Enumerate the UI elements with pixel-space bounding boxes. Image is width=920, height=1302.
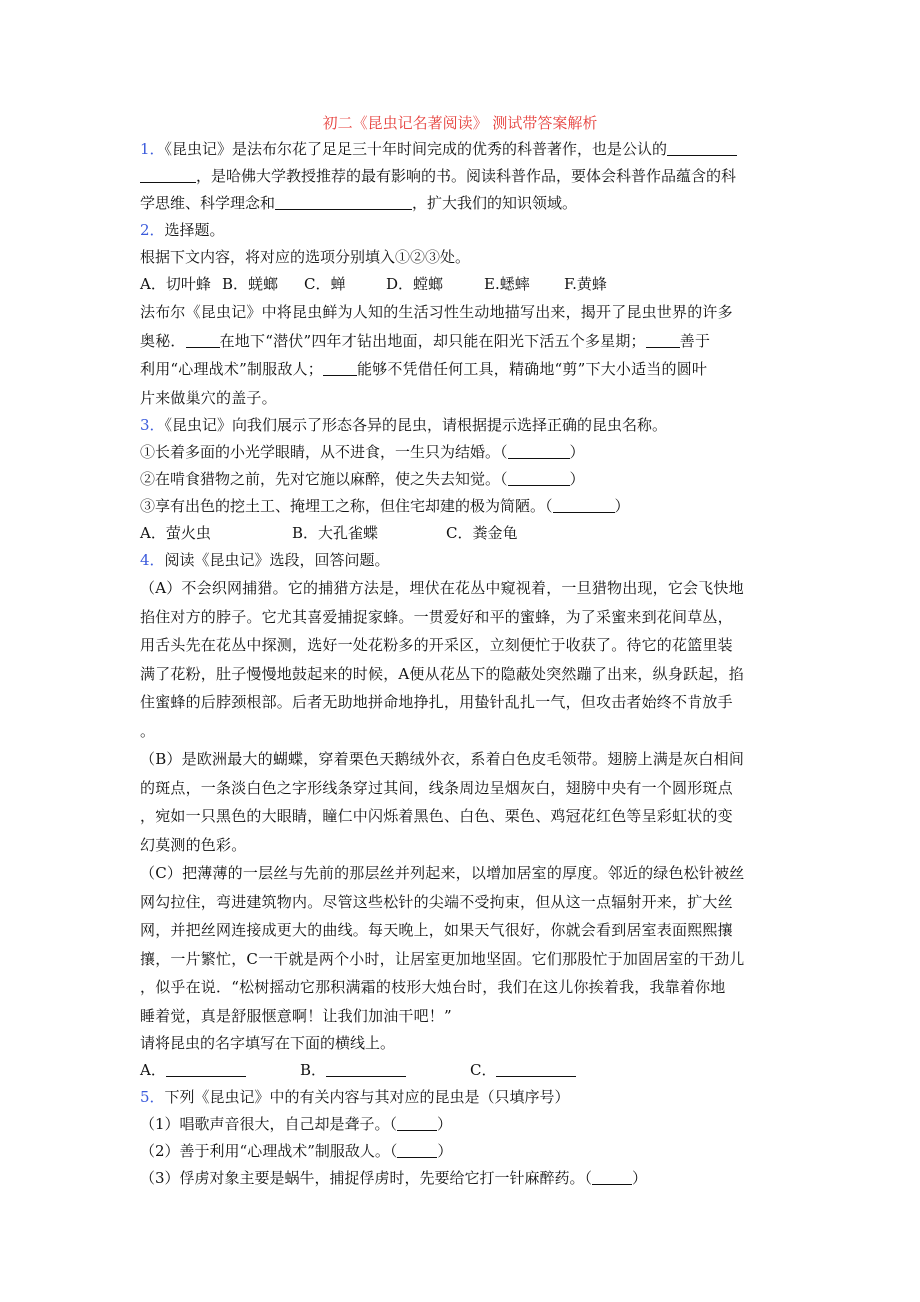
passage-text: 能够不凭借任何工具，精确地“剪”下大小适当的圆叶 — [356, 360, 708, 378]
passage-line: 攘，一片繁忙，C一干就是两个小时，让居室更加地坚固。它们那股忙于加固居室的干劲儿 — [140, 949, 745, 968]
option-item: C．粪金龟 — [446, 524, 518, 542]
answer-blank[interactable] — [508, 442, 570, 459]
passage-a — [140, 574, 788, 745]
question-text: 《昆虫记》是法布尔花了足足三十年时间完成的优秀的科普著作，也是公认的 — [164, 140, 668, 158]
question-text: ，扩大我们的知识领域。 — [412, 194, 578, 212]
answer-prompt: 请将昆虫的名字填写在下面的横线上。 — [140, 1034, 396, 1052]
option-item: B．蜣螂 — [222, 275, 279, 293]
close-paren: ） — [437, 1142, 453, 1160]
item-text: ③享有出色的挖土工、掩埋工之称，但住宅却建的极为简陋。（ — [140, 497, 553, 515]
passage-line: 网，并把丝网连接成更大的曲线。每天晚上，如果天气很好，你就会看到居室表面熙熙攘 — [140, 921, 733, 939]
question-4 — [140, 547, 788, 1084]
item-text: （3）俘虏对象主要是蜗牛，捕捉俘虏时，先要给它打一针麻醉药。（ — [140, 1169, 593, 1187]
passage-line: 满了花粉，肚子慢慢地鼓起来的时候，A便从花丛下的隐蔽处突然蹦了出来，纵身跃起，掐 — [140, 664, 744, 683]
item-text: ①长着多面的小光学眼睛，从不进食，一生只为结婚。（ — [140, 443, 508, 461]
close-paren: ） — [632, 1169, 648, 1187]
answer-blank[interactable] — [667, 139, 737, 156]
document-body — [140, 136, 788, 1192]
question-3 — [140, 412, 788, 547]
answer-blank[interactable] — [508, 469, 570, 486]
passage-line: 掐住对方的脖子。它尤其喜爱捕捉家蜂。一贯爱好和平的蜜蜂，为了采蜜来到花间草丛， — [140, 607, 733, 626]
question-title: 选择题。 — [164, 221, 225, 239]
answer-blank[interactable] — [275, 193, 412, 210]
question-title: 阅读《昆虫记》选段，回答问题。 — [164, 551, 390, 569]
answer-blank[interactable] — [140, 166, 196, 183]
question-text: 学思维、科学理念和 — [140, 194, 276, 212]
option-list — [140, 271, 788, 298]
question-title: 《昆虫记》向我们展示了形态各异的昆虫，请根据提示选择正确的昆虫名称。 — [164, 416, 668, 434]
passage-text: 法布尔《昆虫记》中将昆虫鲜为人知的生活习性生动地描写出来，揭开了昆虫世界的许多 — [140, 303, 733, 321]
option-item: E.蟋蟀 — [484, 275, 530, 293]
answer-blank[interactable] — [553, 496, 615, 513]
item-text: （1）唱歌声音很大，自己却是聋子。（ — [140, 1115, 398, 1133]
answer-blank[interactable] — [326, 1060, 406, 1077]
passage-text: 在地下“潜伏”四年才钻出地面，却只能在阳光下活五个多星期； — [219, 331, 646, 350]
question-number: 1． — [140, 140, 165, 158]
passage-text: 奥秘． — [140, 331, 186, 350]
question-text: ，是哈佛大学教授推荐的最有影响的书。阅读科普作品，要体会科普作品蕴含的科 — [196, 167, 737, 185]
page-title: 初二《昆虫记名著阅读》 测试带答案解析 — [322, 114, 598, 132]
question-5 — [140, 1084, 788, 1192]
question-2 — [140, 217, 788, 412]
item-text: （2）善于利用“心理战术”制服敌人。（ — [140, 1142, 398, 1160]
passage-text: 片来做巢穴的盖子。 — [140, 388, 277, 407]
option-list — [140, 520, 788, 547]
option-item: C．蝉 — [304, 275, 346, 293]
answer-row — [140, 1057, 788, 1084]
option-item: A．切叶蜂 — [140, 275, 211, 293]
answer-blank[interactable] — [592, 1168, 632, 1185]
passage-text: 善于 — [679, 331, 711, 350]
answer-blank[interactable] — [166, 1060, 246, 1077]
answer-label: B． — [300, 1061, 327, 1079]
answer-label: C． — [470, 1061, 497, 1079]
passage-line: 的斑点，一条淡白色之字形线条穿过其间，线条周边呈烟灰白，翅膀中央有一个圆形斑点 — [140, 778, 733, 797]
answer-blank[interactable] — [646, 331, 680, 348]
passage-line: （B）是欧洲最大的蝴蝶，穿着栗色天鹅绒外衣，系着白色皮毛领带。翅膀上满是灰白相间 — [140, 750, 745, 768]
question-number: 2． — [140, 221, 165, 239]
passage-line: 用舌头先在花丛中探测，选好一处花粉多的开采区，立刻便忙于收获了。待它的花篮里装 — [140, 636, 733, 654]
close-paren: ） — [437, 1115, 453, 1133]
passage-line: 。 — [140, 721, 156, 740]
answer-blank[interactable] — [186, 331, 220, 348]
passage-line: 住蜜蜂的后脖颈根部。后者无助地拼命地挣扎，用蛰针乱扎一气，但攻击者始终不肯放手 — [140, 693, 733, 711]
answer-blank[interactable] — [323, 359, 357, 376]
instruction-text: 根据下文内容，将对应的选项分别填入①②③处。 — [140, 248, 471, 266]
close-paren: ） — [569, 443, 585, 461]
answer-blank[interactable] — [397, 1114, 437, 1131]
option-item: F.黄蜂 — [564, 275, 607, 293]
option-item: A．萤火虫 — [140, 524, 211, 542]
passage-line: （A）不会织网捕猎。它的捕猎方法是，埋伏在花丛中窥视着，一旦猎物出现，它会飞快地 — [140, 579, 744, 597]
question-title: 下列《昆虫记》中的有关内容与其对应的昆虫是（只填序号） — [164, 1088, 570, 1106]
passage-line: 睡着觉，真是舒服惬意啊！让我们加油干吧！” — [140, 1006, 452, 1025]
question-number: 3． — [140, 416, 165, 434]
question-number: 5． — [140, 1088, 165, 1106]
item-text: ②在啃食猎物之前，先对它施以麻醉，使之失去知觉。（ — [140, 470, 508, 488]
option-item: B．大孔雀蝶 — [292, 524, 379, 542]
close-paren: ） — [614, 497, 630, 515]
passage-line: 网勾拉住，弯进建筑物内。尽管这些松针的尖端不受拘束，但从这一点辐射开来，扩大丝 — [140, 892, 733, 911]
passage-line: （C）把薄薄的一层丝与先前的那层丝并列起来，以增加居室的厚度。邻近的绿色松针被丝 — [140, 864, 745, 882]
answer-blank[interactable] — [397, 1141, 437, 1158]
question-number: 4． — [140, 551, 165, 569]
passage-line: ，宛如一只黑色的大眼睛，瞳仁中闪烁着黑色、白色、栗色、鸡冠花红色等呈彩虹状的变 — [140, 807, 733, 825]
passage-line: 幻莫测的色彩。 — [140, 835, 247, 854]
close-paren: ） — [569, 470, 585, 488]
passage-b — [140, 745, 788, 859]
question-1 — [140, 136, 788, 217]
passage-c — [140, 859, 788, 1030]
answer-blank[interactable] — [496, 1060, 576, 1077]
option-item: D．螳螂 — [386, 275, 444, 293]
answer-label: A． — [140, 1061, 166, 1079]
passage-line: ，似乎在说．“松树摇动它那积满霜的枝形大烛台时，我们在这儿你挨着我，我靠着你地 — [140, 978, 726, 996]
passage-text: 利用“心理战术”制服敌人； — [140, 360, 323, 378]
